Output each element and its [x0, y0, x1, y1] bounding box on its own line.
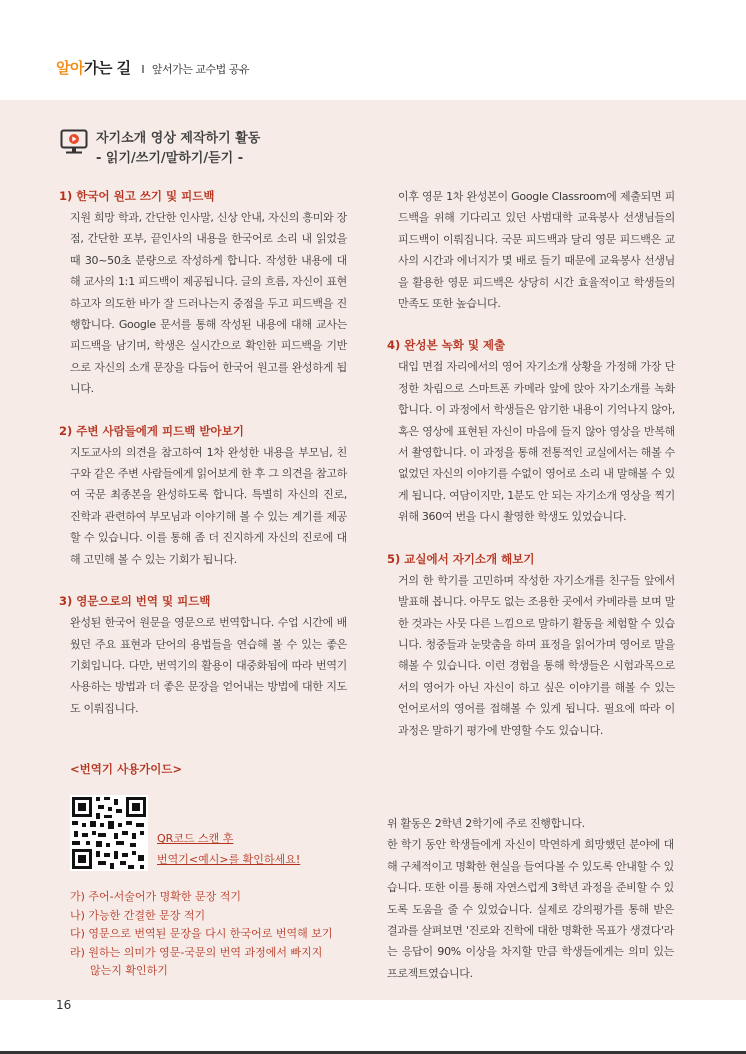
qr-code[interactable] — [70, 795, 148, 871]
translator-guide-title: <번역기 사용가이드> — [70, 762, 183, 776]
running-title-main: 가는 길 — [83, 59, 131, 77]
summary-block — [387, 813, 674, 984]
page-number: 16 — [56, 998, 72, 1012]
right-column — [387, 186, 675, 741]
activity-title: 자기소개 영상 제작하기 활동 — [96, 131, 261, 146]
running-title-separator: I — [141, 63, 145, 76]
section-4-body: 대입 면접 자리에서의 영어 자기소개 상황을 가정해 가장 단정한 차림으로 스마트폰 카메라 앞에 앉아 자기소개를 녹화합니다. 이 과정에서 학생들은 암기한 내용이 기억나지 않아, 혹은 영상에 표현된 자신이 마음에 들지 않아 영상을 반복해서 촬영합니다. 이 과정을 통해 전통적인 교실에서는 해볼 수 없었던 자신의 이야기를 수없이 영어로 소리 내 말해볼 수 있게 됩니다. 여담이지만, 1분도 안 되는 자기소개 영상을 찍기 위해 360여 번을 다시 촬영한 학생도 있었습니다. — [398, 360, 675, 524]
running-title-accent: 알아 — [56, 59, 84, 77]
section-2-heading: 2) 주변 사람들에게 피드백 받아보기 — [59, 423, 244, 438]
section-5-body: 거의 한 학기를 고민하며 작성한 자기소개를 친구들 앞에서 발표해 봅니다. 아무도 없는 조용한 곳에서 카메라를 보며 말한 것과는 사뭇 다른 느낌으로 말하기 활동을 체험할 수 있습니다. 청중들과 눈맞춤을 하며 표정을 읽어가며 영어로 말을 해볼 수 있습니다. 이런 경험을 통해 학생들은 시험과목으로서의 영어가 아닌 자신이 하고 싶은 이야기를 해볼 수 있는 언어로서의 영어를 접해볼 수 있게 됩니다. 필요에 따라 이 과정은 말하기 평가에 반영할 수도 있습니다. — [398, 573, 675, 737]
qr-caption — [157, 828, 300, 870]
guide-item: 가) 주어-서술어가 명확한 문장 적기 — [70, 890, 242, 903]
running-title — [56, 57, 249, 78]
section-4-heading: 4) 완성본 녹화 및 제출 — [387, 338, 506, 353]
section-1-body: 지원 희망 학과, 간단한 인사말, 신상 안내, 자신의 흥미와 장점, 간단한 포부, 끝인사의 내용을 한국어로 소리 내 읽었을 때 30~50초 분량으로 작성하게 합니다. 작성한 내용에 대해 교사의 1:1 피드백이 제공됩니다. 글의 흐름, 자신이 표현하고자 의도한 바가 잘 드러나는지 중점을 두고 피드백을 진행합니다. Google 문서를 통해 작성된 내용에 대해 교사는 피드백을 남기며, 학생은 실시간으로 확인한 피드백을 기반으로 자신의 소개 문장을 다듬어 한국어 원고를 완성하게 됩니다. — [70, 211, 347, 396]
guide-item-continued: 않는지 확인하기 — [90, 964, 168, 977]
summary-lead: 위 활동은 2학년 2학기에 주로 진행합니다. — [387, 817, 585, 830]
running-subtitle: 앞서가는 교수법 공유 — [151, 63, 250, 76]
section-3-continued-body: 이후 영문 1차 완성본이 Google Classroom에 제출되면 피드백을 위해 기다리고 있던 사범대학 교육봉사 선생님들의 피드백이 이뤄집니다. 국문 피드백과 달리 영문 피드백은 교사의 시간과 에너지가 몇 배로 들기 때문에 교육봉사 선생님을 활용한 영문 피드백은 상당히 시간 효율적이고 학생들의 만족도 또한 높습니다. — [398, 190, 675, 311]
section-2-body: 지도교사의 의견을 참고하여 1차 완성한 내용을 부모님, 친구와 같은 주변 사람들에게 읽어보게 한 후 그 의견을 참고하여 국문 최종본을 완성하도록 합니다. 특별히 자신의 진로, 진학과 관련하여 부모님과 이야기해 볼 수 있는 계기를 제공할 수 있습니다. 이를 통해 좀 더 진지하게 자신의 진로에 대해 고민해 볼 수 있는 기회가 됩니다. — [70, 445, 347, 566]
guide-item: 나) 가능한 간결한 문장 적기 — [70, 908, 206, 922]
qr-caption-line2[interactable]: 번역기<예시>를 확인하세요! — [157, 853, 301, 866]
section-5-heading: 5) 교실에서 자기소개 해보기 — [387, 551, 535, 566]
guide-item: 다) 영문으로 번역된 문장을 다시 한국어로 번역해 보기 — [70, 927, 333, 940]
guide-item: 라) 원하는 의미가 영문-국문의 번역 과정에서 빠지지 — [70, 945, 323, 959]
section-3-body: 완성된 한국어 원문을 영문으로 번역합니다. 수업 시간에 배웠던 주요 표현과 단어의 용법들을 연습해 볼 수 있는 좋은 기회입니다. 다만, 번역기의 활용이 대중화됨에 따라 번역기 사용하는 방법과 더 좋은 문장을 얻어내는 방법에 대한 지도도 이뤄집니다. — [70, 616, 347, 715]
qr-caption-line1[interactable]: QR코드 스캔 후 — [157, 832, 234, 845]
page-header — [0, 0, 746, 100]
summary-body: 한 학기 동안 학생들에게 자신이 막연하게 희망했던 분야에 대해 구체적이고 명확한 현실을 들여다볼 수 있도록 안내할 수 있습니다. 또한 이를 통해 자연스럽게 3학년 과정을 준비할 수 있도록 도움을 줄 수 있었습니다. 실제로 강의평가를 통해 받은 결과를 살펴보면 '진로와 진학에 대한 명확한 목표가 생겼다'라는 응답이 90% 이상을 차지할 만큼 학생들에게는 의미 있는 프로젝트였습니다. — [387, 838, 674, 980]
left-column — [59, 186, 347, 719]
activity-subtitle: - 읽기/쓰기/말하기/듣기 - — [96, 151, 244, 166]
translator-guide-list — [70, 888, 360, 981]
section-1-heading: 1) 한국어 원고 쓰기 및 피드백 — [59, 189, 215, 203]
video-play-monitor-icon — [60, 129, 88, 155]
section-3-heading: 3) 영문으로의 번역 및 피드백 — [59, 594, 211, 609]
